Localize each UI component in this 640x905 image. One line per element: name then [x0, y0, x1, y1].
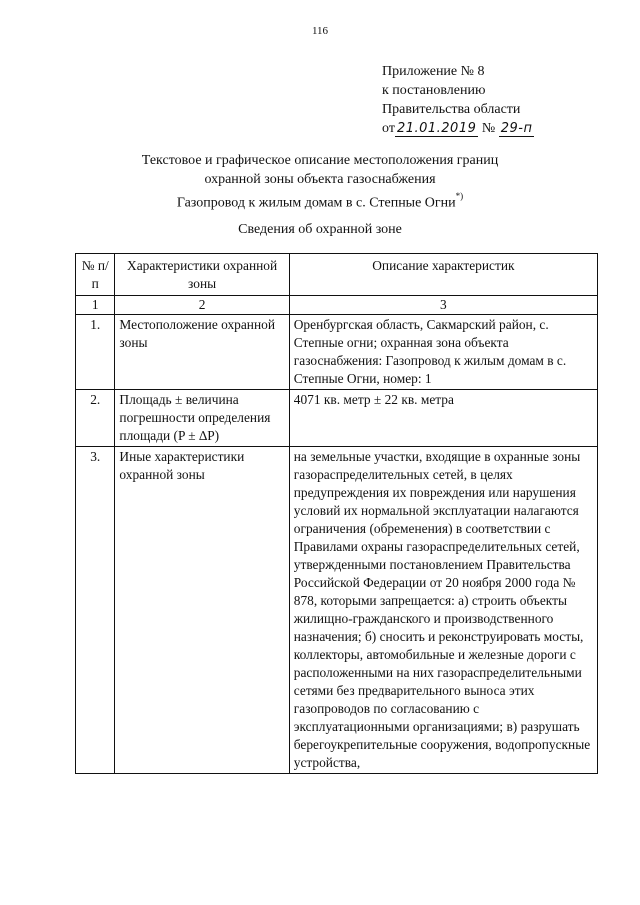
column-number-row: [76, 296, 598, 315]
footnote-mark: *): [455, 191, 464, 201]
appendix-date-line: [382, 119, 534, 138]
header-characteristic: Характеристики охранной зоны: [115, 254, 289, 296]
row-description: на земельные участки, входящие в охранные зоны газораспределительных сетей, в целях предупреждения их повреждения или нарушения условий их нормальной эксплуатации налагаются ограничения (обременения) в соответствии с Правилами охраны газораспределительных сетей, утвержденными постановлением Правительства Российской Федерации от 20 ноября 2000 года № 878, которыми запрещается: а) строить объекты жилищно-гражданского и производственного назначения; б) сносить и реконструировать мосты, коллекторы, автомобильные и железные дороги с расположенными на них газораспределительными сетями без предварительного выноса этих газопроводов по согласованию с эксплуатационными организациями; в) разрушать берегоукрепительные сооружения, водопропускные устройства,: [289, 447, 597, 774]
row-description: 4071 кв. метр ± 22 кв. метра: [289, 390, 597, 447]
number-prefix: №: [481, 121, 496, 136]
document-title: [0, 151, 640, 213]
column-number-3: 3: [289, 296, 597, 315]
appendix-line-1: Приложение № 8: [382, 64, 485, 79]
row-characteristic: Площадь ± величина погрешности определения площади (P ± ∆P): [115, 390, 289, 447]
table-row: [76, 390, 598, 447]
row-characteristic: Иные характеристики охранной зоны: [115, 447, 289, 774]
table-header-row: [76, 254, 598, 296]
appendix-block: [382, 62, 534, 138]
handwritten-number: 29-п: [500, 121, 533, 136]
row-number: 1.: [76, 315, 115, 390]
appendix-line-3: Правительства области: [382, 102, 521, 117]
column-number-2: 2: [115, 296, 289, 315]
page-number: 116: [311, 25, 329, 37]
table-row: [76, 447, 598, 774]
table-row: [76, 315, 598, 390]
title-line-3: [0, 189, 640, 213]
row-number: 2.: [76, 390, 115, 447]
section-title: Сведения об охранной зоне: [238, 222, 402, 237]
row-description: Оренбургская область, Сакмарский район, с. Степные огни; охранная зона объекта газоснабжения: Газопровод к жилым домам в с. Степные Огни, номер: 1: [289, 315, 597, 390]
row-number: 3.: [76, 447, 115, 774]
handwritten-date: 21.01.2019: [396, 121, 477, 136]
header-description: Описание характеристик: [289, 254, 597, 296]
title-line-2: охранной зоны объекта газоснабжения: [204, 172, 436, 187]
date-prefix: от: [382, 121, 395, 136]
row-characteristic: Местоположение охранной зоны: [115, 315, 289, 390]
title-line-1: Текстовое и графическое описание местоположения границ: [141, 153, 499, 168]
column-number-1: 1: [76, 296, 115, 315]
protection-zone-table: [75, 253, 598, 774]
appendix-line-2: к постановлению: [382, 83, 486, 98]
header-number: № п/п: [76, 254, 115, 296]
title-line-3-text: Газопровод к жилым домам в с. Степные Огни: [176, 195, 456, 211]
